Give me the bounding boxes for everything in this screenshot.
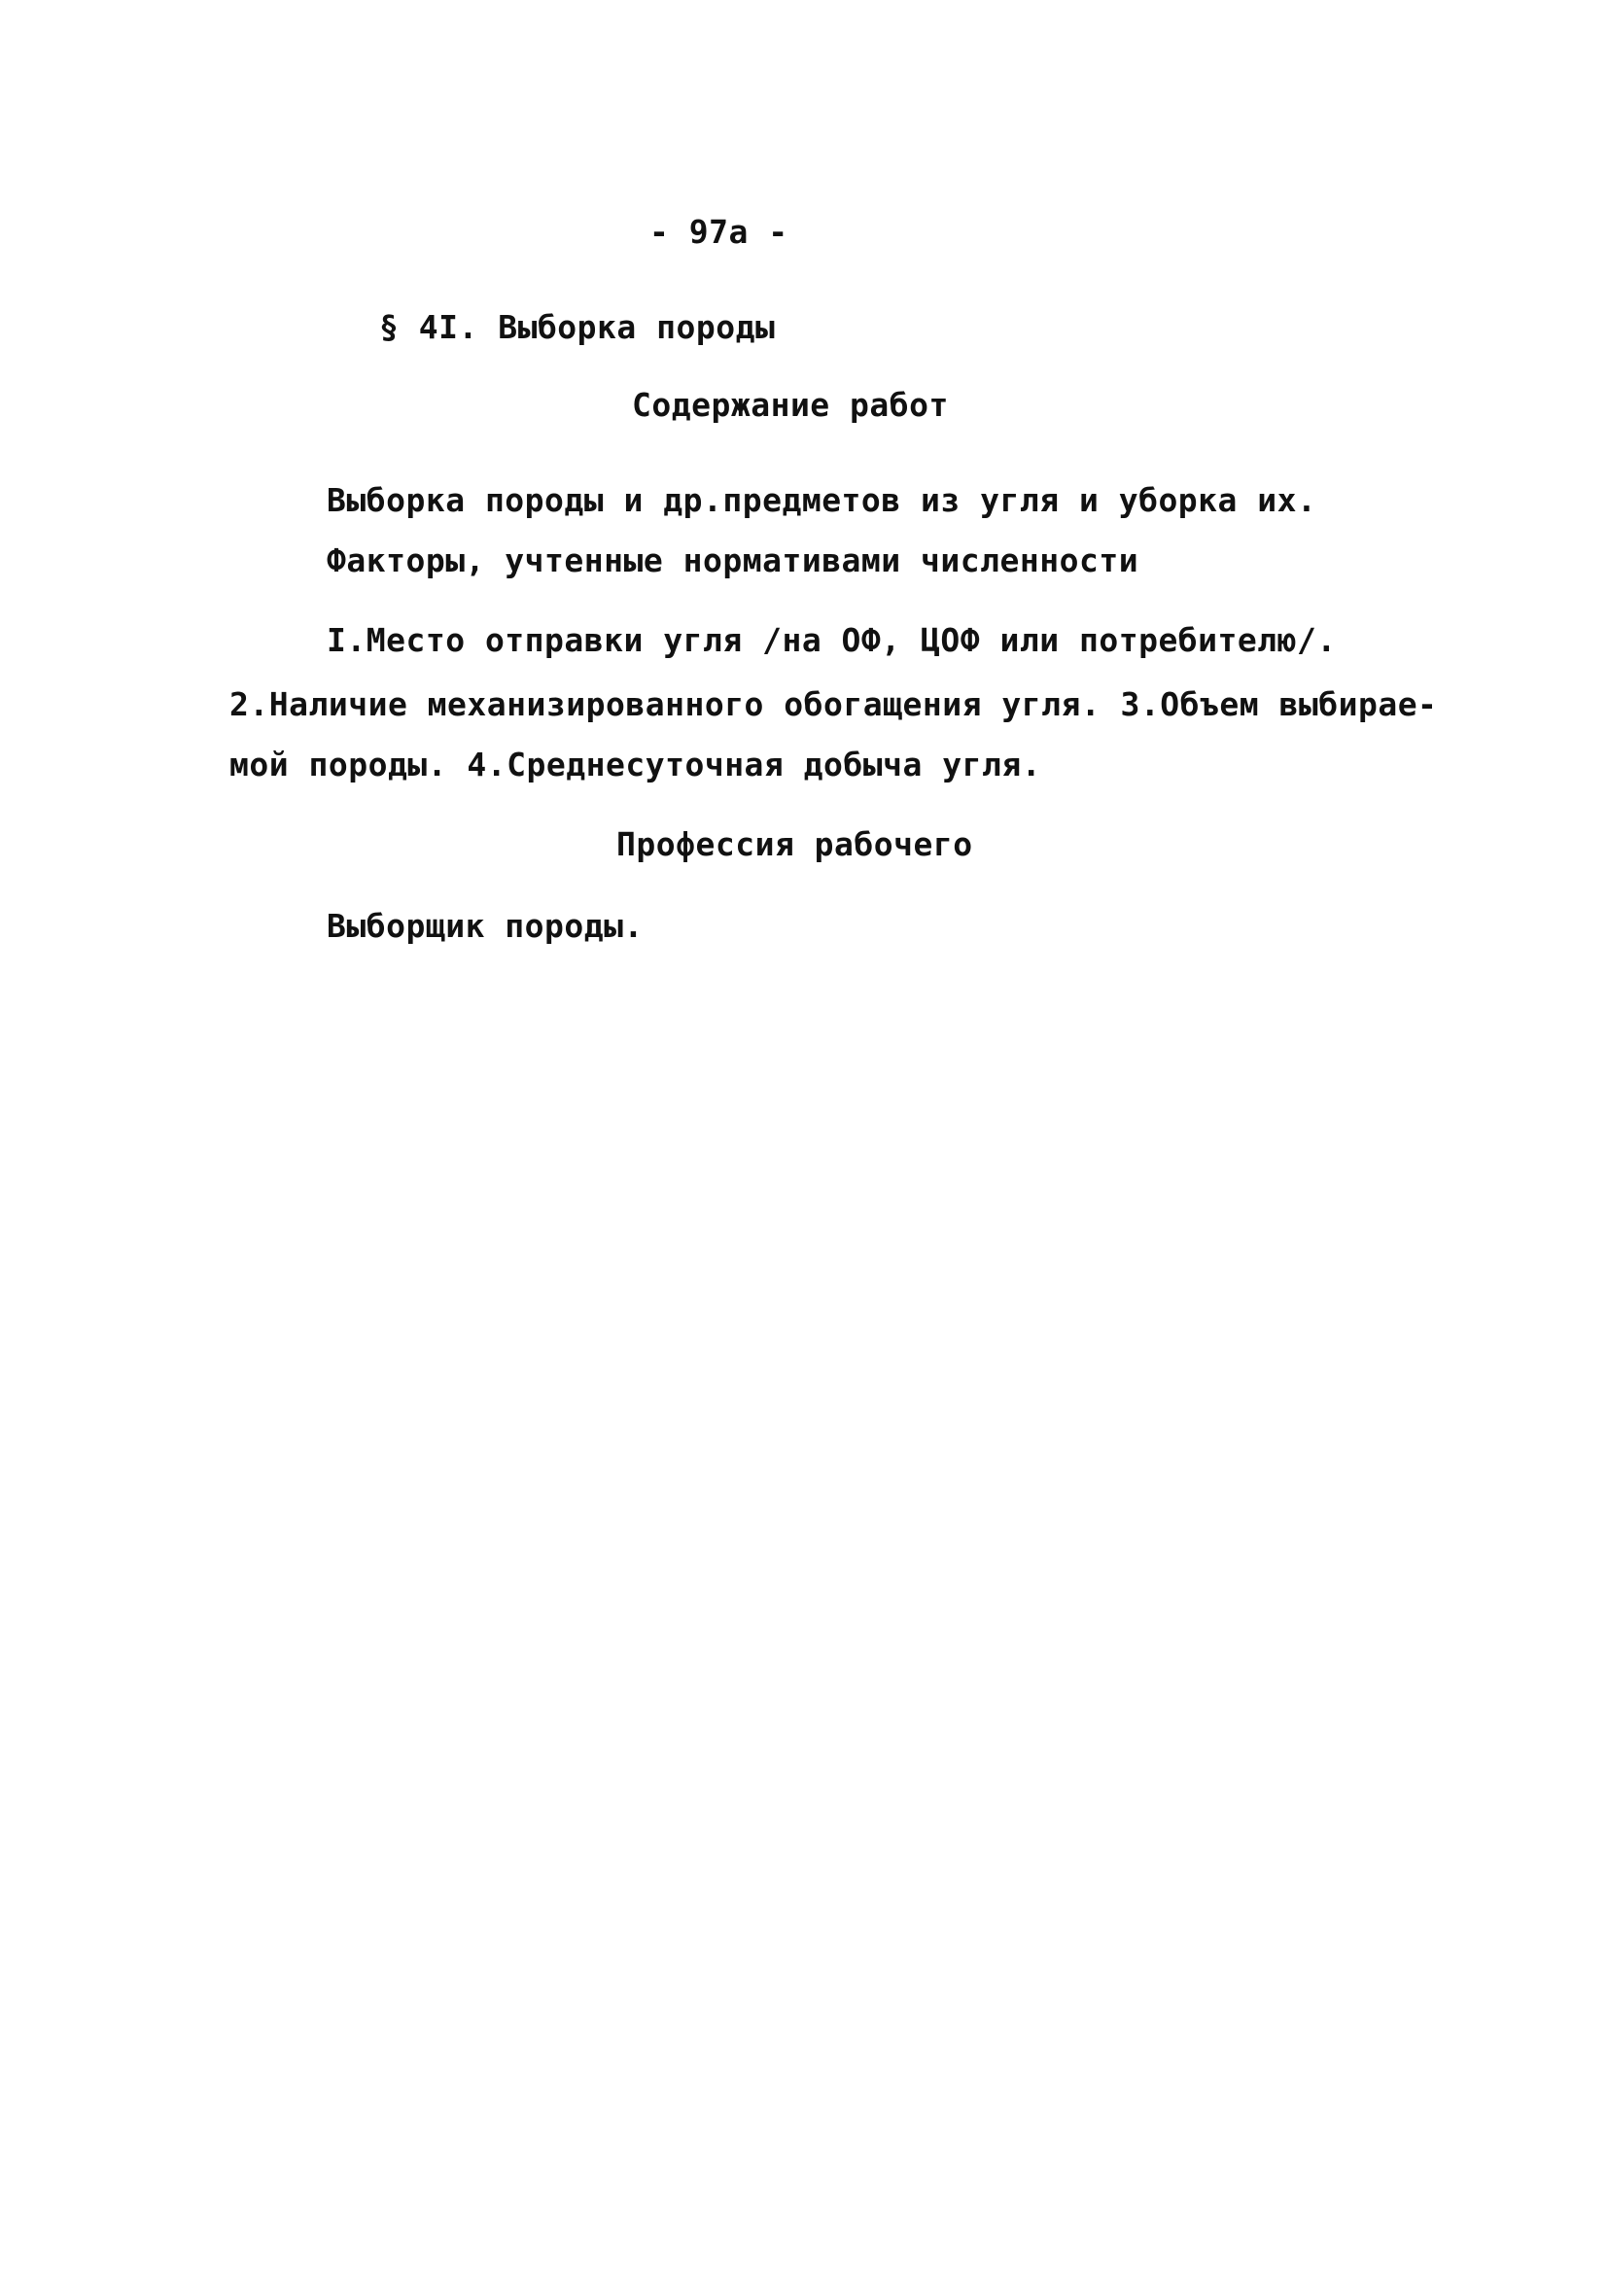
factors-heading: Факторы, учтенные нормативами численности <box>327 541 1139 579</box>
page-number: - 97а - <box>649 213 788 251</box>
factor-line: I.Место отправки угля /на ОФ, ЦОФ или потребителю/. <box>327 621 1337 659</box>
content-heading: Содержание работ <box>632 386 949 424</box>
factor-line: 2.Наличие механизированного обогащения угля. 3.Объем выбирае- <box>229 685 1438 723</box>
section-title: § 4I. Выборка породы <box>379 308 776 346</box>
factor-line: мой породы. 4.Среднесуточная добыча угля. <box>229 746 1042 783</box>
profession-heading: Профессия рабочего <box>616 825 973 863</box>
profession-text: Выборщик породы. <box>327 907 644 945</box>
content-text: Выборка породы и др.предметов из угля и уборка их. <box>327 481 1317 519</box>
